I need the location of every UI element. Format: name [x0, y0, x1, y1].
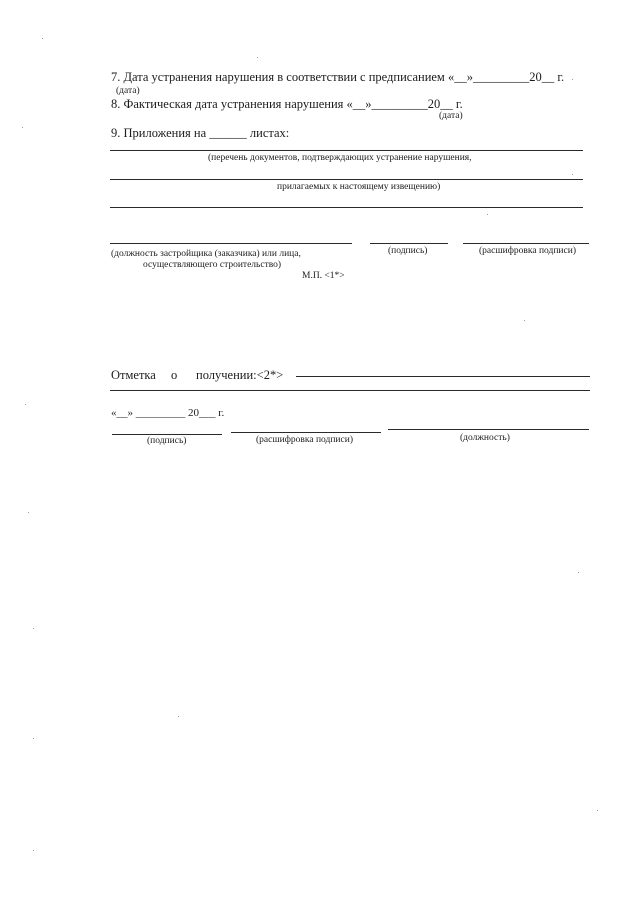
- attachments-caption-2: прилагаемых к настоящему извещению): [277, 182, 441, 192]
- scan-speck: [578, 572, 579, 573]
- receipt-position-line: [388, 429, 589, 430]
- scan-speck: [257, 57, 258, 58]
- item8-text: 8. Фактическая дата устранения нарушения «__»_________20__ г.: [111, 97, 463, 111]
- receipt-decoding-caption: (расшифровка подписи): [256, 435, 353, 445]
- receipt-signature-caption: (подпись): [147, 436, 187, 446]
- signature-caption: (подпись): [388, 246, 428, 256]
- scan-speck: [487, 214, 488, 215]
- scan-speck: [33, 628, 34, 629]
- receipt-label-word2: о: [171, 368, 178, 382]
- scan-speck: [33, 738, 34, 739]
- scan-speck: [178, 716, 179, 717]
- receipt-date: «__» _________ 20___ г.: [111, 407, 225, 419]
- item8-date-caption: (дата): [439, 111, 463, 121]
- attachments-caption-1: (перечень документов, подтверждающих устранение нарушения,: [208, 153, 472, 163]
- receipt-line-2: [110, 390, 590, 391]
- stamp-placeholder: М.П. <1*>: [302, 271, 345, 281]
- scan-speck: [42, 38, 43, 39]
- scan-speck: [572, 174, 573, 175]
- item9-text: 9. Приложения на ______ листах:: [111, 126, 290, 140]
- receipt-decoding-line: [231, 432, 381, 433]
- scan-speck: [22, 127, 23, 128]
- item7-text: 7. Дата устранения нарушения в соответствии с предписанием «__»_________20__ г.: [111, 70, 565, 84]
- receipt-signature-line: [112, 434, 222, 435]
- scan-speck: [572, 79, 573, 80]
- position-caption-1: (должность застройщика (заказчика) или лица,: [111, 249, 301, 259]
- scan-speck: [25, 404, 26, 405]
- attachments-line-2: [110, 179, 583, 180]
- decoding-signature-line: [463, 243, 589, 244]
- scan-speck: [28, 512, 29, 513]
- attachments-line-3: [110, 207, 583, 208]
- receipt-label-word1: Отметка: [111, 368, 156, 382]
- receipt-line-1: [296, 376, 590, 377]
- item7-date-caption: (дата): [116, 86, 140, 96]
- attachments-line-1: [110, 150, 583, 151]
- scan-speck: [33, 850, 34, 851]
- decoding-caption: (расшифровка подписи): [479, 246, 576, 256]
- receipt-label-word3: получении:<2*>: [196, 368, 284, 382]
- scan-speck: [597, 810, 598, 811]
- scan-speck: [524, 320, 525, 321]
- receipt-position-caption: (должность): [460, 433, 510, 443]
- position-signature-line: [110, 243, 352, 244]
- signature-line: [370, 243, 448, 244]
- position-caption-2: осуществляющего строительство): [143, 260, 282, 270]
